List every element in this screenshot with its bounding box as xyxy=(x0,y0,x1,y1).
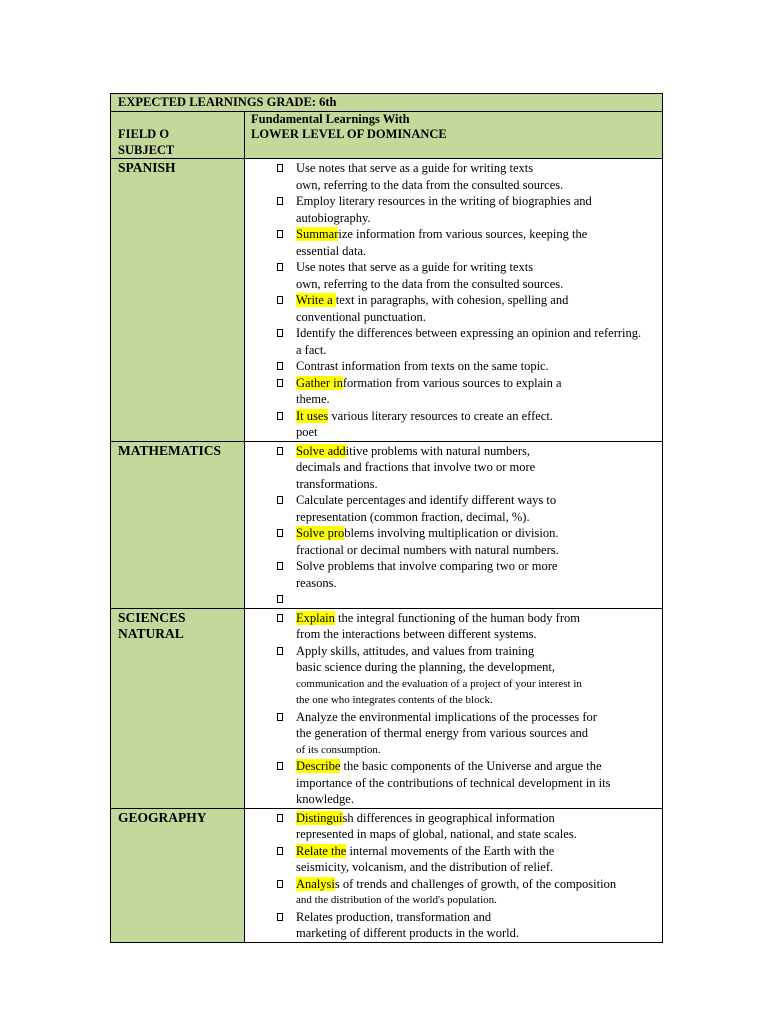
highlighted-text: Summar xyxy=(296,227,339,241)
learning-item xyxy=(245,643,662,709)
subject-name: MATHEMATICS xyxy=(118,442,222,458)
learning-text-line: from the interactions between different systems. xyxy=(296,627,537,641)
learning-text-line: Contrast information from texts on the same topic. xyxy=(296,359,549,373)
learning-text-line: seismicity, volcanism, and the distribution of relief. xyxy=(296,860,554,874)
table-title: EXPECTED LEARNINGS GRADE: 6th xyxy=(111,94,663,112)
bullet-box-icon xyxy=(277,263,283,271)
subject-cell xyxy=(111,608,245,808)
learning-text-line: marketing of different products in the world. xyxy=(296,926,519,940)
subject-name: NATURAL xyxy=(118,625,184,641)
learning-text-line: autobiography. xyxy=(296,210,371,225)
learning-text-line: Gather information from various sources to explain a xyxy=(296,375,562,390)
bullet-box-icon xyxy=(277,379,283,387)
subject-row xyxy=(111,608,663,808)
learning-text-line: essential data. xyxy=(296,243,367,258)
learning-text-line: conventional punctuation. xyxy=(296,309,426,324)
learning-text-line: reasons. xyxy=(296,575,337,590)
learning-text-line: Calculate percentages and identify different ways to xyxy=(296,493,557,507)
bullet-box-icon xyxy=(277,197,283,205)
learning-text-line xyxy=(296,591,662,608)
learning-text-line: Use notes that serve as a guide for writing texts xyxy=(296,161,534,175)
highlighted-text: Solve pro xyxy=(296,526,345,540)
learning-text-line: transformations. xyxy=(296,476,378,491)
learning-item xyxy=(245,758,662,808)
learning-item xyxy=(245,492,662,525)
learning-text-line: theme. xyxy=(296,392,330,406)
bullet-box-icon xyxy=(277,713,283,721)
bullet-box-icon xyxy=(277,164,283,172)
learning-text-line: representation (common fraction, decimal, %). xyxy=(296,509,530,524)
highlighted-text: Gather in xyxy=(296,375,343,390)
bullet-box-icon xyxy=(277,362,283,370)
bullet-box-icon xyxy=(277,762,283,770)
learning-text-line: own, referring to the data from the consulted sources. xyxy=(296,177,564,192)
learning-text-line: It uses various literary resources to create an effect. xyxy=(296,408,553,423)
learning-text-line: Summarize information from various sources, keeping the xyxy=(296,227,588,241)
field-header-line2: SUBJECT xyxy=(118,143,175,157)
subject-name: SPANISH xyxy=(118,160,176,175)
learning-item xyxy=(245,408,662,441)
learning-text-line: Explain the integral functioning of the human body from xyxy=(296,610,580,625)
learnings-header xyxy=(245,112,663,159)
learning-text-line: Solve problems that involve comparing two or more xyxy=(296,559,558,573)
learning-item xyxy=(245,325,662,358)
table-title-row xyxy=(111,94,663,112)
learning-item xyxy=(245,375,662,408)
subject-name: GEOGRAPHY xyxy=(118,809,207,825)
highlighted-text: Solve add xyxy=(296,443,346,458)
learning-text-line: importance of the contributions of technical development in its xyxy=(296,775,611,790)
learnings-cell xyxy=(245,608,663,808)
bullet-box-icon xyxy=(277,847,283,855)
learning-item xyxy=(245,525,662,558)
learning-item xyxy=(245,810,662,843)
learning-text-line: Describe the basic components of the Universe and argue the xyxy=(296,759,602,773)
highlighted-text: It uses xyxy=(296,408,329,423)
subject-row xyxy=(111,159,663,442)
learning-text-line: Solve additive problems with natural numbers, xyxy=(296,443,530,458)
highlighted-text: Describe xyxy=(296,759,341,773)
bullet-box-icon xyxy=(277,595,283,603)
learnings-cell xyxy=(245,159,663,442)
learning-text-line: own, referring to the data from the consulted sources. xyxy=(296,276,564,291)
bullet-box-icon xyxy=(277,496,283,504)
highlighted-text: Analysi xyxy=(296,876,335,891)
bullet-box-icon xyxy=(277,230,283,238)
learning-item xyxy=(245,358,662,375)
subject-cell xyxy=(111,159,245,442)
subject-row xyxy=(111,441,663,608)
learning-item xyxy=(245,443,662,493)
learning-text-line: Distinguish differences in geographical information xyxy=(296,810,555,825)
highlighted-text: Relate the xyxy=(296,843,347,858)
subject-cell xyxy=(111,441,245,608)
learning-text-line-small: the one who integrates contents of the block. xyxy=(296,694,493,706)
learning-text-line: Identify the differences between expressing an opinion and referring. xyxy=(296,326,642,340)
bullet-box-icon xyxy=(277,614,283,622)
learnings-table xyxy=(110,93,663,943)
learnings-header-line2: LOWER LEVEL OF DOMINANCE xyxy=(251,127,447,141)
learning-item xyxy=(245,259,662,292)
subject-row xyxy=(111,808,663,942)
field-subject-header xyxy=(111,112,245,159)
learning-text-line: a fact. xyxy=(296,342,327,357)
learning-item xyxy=(245,160,662,193)
subject-name-line1: SCIENCES xyxy=(118,609,186,625)
bullet-box-icon xyxy=(277,913,283,921)
learnings-cell xyxy=(245,441,663,608)
learning-item xyxy=(245,226,662,259)
learning-text-line: Analysis of trends and challenges of growth, of the composition xyxy=(296,876,617,891)
bullet-box-icon xyxy=(277,296,283,304)
bullet-box-icon xyxy=(277,562,283,570)
learning-item xyxy=(245,876,662,909)
highlighted-text: Distingui xyxy=(296,810,343,825)
expected-learnings-document xyxy=(110,93,662,943)
learning-item xyxy=(245,558,662,591)
learning-text-line: Solve problems involving multiplication or division. xyxy=(296,526,559,540)
learning-item xyxy=(245,193,662,226)
learning-text-line: represented in maps of global, national, and state scales. xyxy=(296,827,577,841)
highlighted-text: Explain xyxy=(296,610,335,625)
bullet-box-icon xyxy=(277,329,283,337)
bullet-box-icon xyxy=(277,412,283,420)
learning-text-line: poet xyxy=(296,425,318,439)
learning-text-line: knowledge. xyxy=(296,792,354,806)
bullet-box-icon xyxy=(277,880,283,888)
learning-text-line: Relates production, transformation and xyxy=(296,909,492,924)
bullet-box-icon xyxy=(277,447,283,455)
learning-item xyxy=(245,292,662,325)
learning-text-line: basic science during the planning, the development, xyxy=(296,660,555,674)
table-header-row xyxy=(111,112,663,159)
learning-text-line-small: of its consumption. xyxy=(296,743,381,756)
learning-text-line: decimals and fractions that involve two or more xyxy=(296,460,536,474)
learning-text-line: Use notes that serve as a guide for writing texts xyxy=(296,260,534,274)
learning-item xyxy=(245,709,662,759)
learning-text-line: fractional or decimal numbers with natural numbers. xyxy=(296,542,559,557)
learning-item xyxy=(245,909,662,942)
bullet-box-icon xyxy=(277,647,283,655)
learning-item xyxy=(245,591,662,608)
learnings-cell xyxy=(245,808,663,942)
learning-text-line: Apply skills, attitudes, and values from training xyxy=(296,643,535,658)
learnings-header-line1: Fundamental Learnings With xyxy=(251,112,410,126)
learning-text-line-small: communication and the evaluation of a project of your interest in xyxy=(296,677,582,690)
learning-text-line: the generation of thermal energy from various sources and xyxy=(296,726,589,740)
learning-text-line-small: and the distribution of the world's population. xyxy=(296,894,497,906)
learning-item xyxy=(245,843,662,876)
learning-item xyxy=(245,610,662,643)
bullet-box-icon xyxy=(277,814,283,822)
learning-text-line: Employ literary resources in the writing of biographies and xyxy=(296,194,592,208)
learning-text-line: Analyze the environmental implications of the processes for xyxy=(296,709,597,724)
learning-text-line: Relate the internal movements of the Earth with the xyxy=(296,843,555,858)
learning-text-line: Write a text in paragraphs, with cohesion, spelling and xyxy=(296,293,569,307)
field-header-line1: FIELD O xyxy=(118,127,170,141)
bullet-box-icon xyxy=(277,529,283,537)
subject-cell xyxy=(111,808,245,942)
highlighted-text: Write a xyxy=(296,293,336,307)
